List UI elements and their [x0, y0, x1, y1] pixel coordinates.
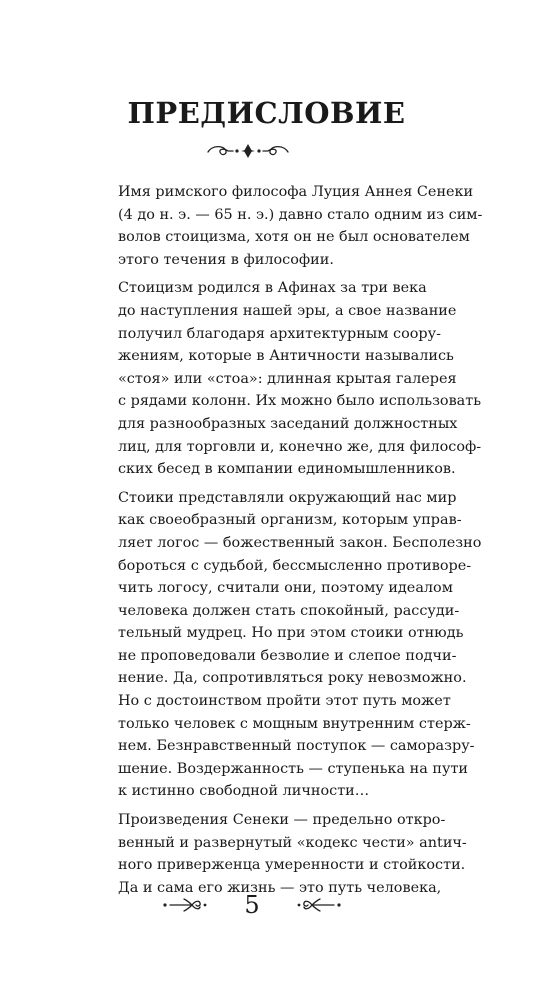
text-line: нем. Безнравственный поступок — саморазру-	[118, 738, 475, 755]
text-line: Произведения Сенеки — предельно откро-	[118, 812, 446, 829]
body-text	[118, 181, 483, 905]
text-line: Да и сама его жизнь — это путь человека,	[118, 879, 442, 896]
text-line: как своеобразный организм, которым управ-	[118, 512, 462, 529]
paragraph	[118, 487, 482, 803]
text-line: Стоики представляли окружающий нас мир	[118, 489, 457, 506]
page-title: ПРЕДИСЛОВИЕ	[127, 96, 406, 130]
text-line: с рядами колонн. Их можно было использовать	[118, 393, 482, 410]
text-line: Но с достоинством пройти этот путь может	[118, 693, 451, 710]
text-line: ских бесед в компании единомышленников.	[118, 461, 456, 478]
text-line: человека должен стать спокойный, рассуди-	[118, 602, 460, 619]
text-line: бороться с судьбой, бессмысленно противоре-	[118, 557, 472, 574]
text-line: чить логосу, считали они, поэтому идеалом	[118, 580, 453, 597]
text-line: ляет логос — божественный закон. Бесполезно	[118, 534, 482, 551]
text-line: венный и развернутый «кодекс чести» antич-	[118, 834, 467, 851]
text-line: тельный мудрец. Но при этом стоики отнюдь	[118, 625, 464, 642]
paragraph	[118, 809, 467, 899]
text-line: до наступления нашей эры, а свое название	[118, 302, 457, 319]
text-line: только человек с мощным внутренним стерж-	[118, 715, 471, 732]
text-line: для разнообразных заседаний должностных	[118, 415, 458, 432]
text-line: нение. Да, сопротивляться року невозможно.	[118, 670, 467, 687]
text-line: ного приверженца умеренности и стойкости.	[118, 857, 466, 874]
text-line: волов стоицизма, хотя он не был основателем	[118, 229, 470, 246]
text-line: Стоицизм родился в Афинах за три века	[118, 280, 427, 297]
text-line: к истинно свободной личности…	[118, 783, 370, 800]
text-line: этого течения в философии.	[118, 251, 334, 268]
paragraph	[118, 181, 483, 271]
page-footer	[0, 888, 533, 924]
text-line: «стоя» или «стоа»: длинная крытая галерея	[118, 370, 457, 387]
fleuron-right-icon	[296, 896, 342, 914]
text-line: (4 до н. э. — 65 н. э.) давно стало одним из сим-	[118, 206, 483, 223]
fleuron-left-icon	[162, 896, 208, 914]
text-line: получил благодаря архитектурным соору-	[118, 325, 441, 342]
paragraph	[118, 277, 482, 480]
text-line: шение. Воздержанность — ступенька на пути	[118, 760, 469, 777]
text-line: не проповедовали безволие и слепое подчи-	[118, 647, 457, 664]
text-line: Имя римского философа Луция Аннея Сенеки	[118, 184, 474, 200]
text-line: лиц, для торговли и, конечно же, для философ-	[118, 438, 482, 455]
floral-divider-icon	[206, 140, 290, 160]
text-line: жениям, которые в Античности назывались	[118, 348, 454, 365]
page-number: 5	[244, 891, 260, 919]
